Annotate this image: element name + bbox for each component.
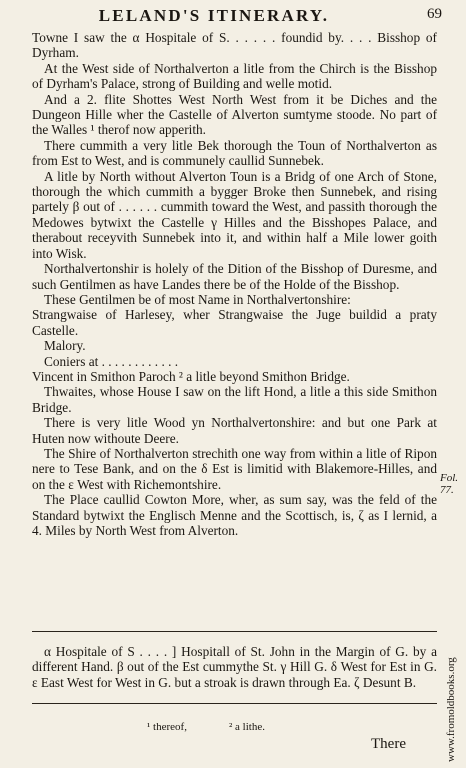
main-text (32, 30, 437, 538)
catchword: There (371, 736, 406, 752)
footnote-1: ¹ thereof, (147, 721, 187, 733)
paragraph: Northalvertonshir is holely of the Dition of the Bisshop of Duresme, and such Gentilmen as have Landes there be of the Holde of the Bisshop. (32, 261, 437, 292)
paragraph: Malory. (44, 338, 86, 354)
paragraph: Coniers at . . . . . . . . . . . . (44, 353, 179, 369)
paragraph: The Shire of Northalverton strechith one way from within a litle of Ripon nere to Tese Bank, and on the δ Est is limitid with Blakemore-Hilles, and on the ε West with Richemontshire. (32, 445, 437, 492)
page-number: 69 (427, 6, 442, 22)
paragraph: Strangwaise of Harlesey, wher Strangwaise the Juge buildid a praty Castelle. (32, 307, 437, 338)
watermark-graphic (444, 598, 458, 764)
paragraph: These Gentilmen be of most Name in Northalvertonshire: (44, 291, 351, 307)
paragraph: Thwaites, whose House I saw on the lift Hond, a litle a this side Smithon Bridge. (32, 384, 437, 415)
notes-rule-top (32, 631, 437, 632)
paragraph: There cummith a very litle Bek thorough the Toun of Northalverton as from Est to West, and is communely caullid Sunnebek. (32, 137, 437, 169)
paragraph: There is very litle Wood yn Northalvertonshire: and but one Park at Huten now withoute Deere. (32, 415, 437, 446)
paragraph: And a 2. flite Shottes West North West from it be Diches and the Dungeon Hille wher the Castelle of Alverton sumtyme stoode. No part of the Walles ¹ therof now apperith. (32, 91, 437, 138)
notes-rule-bottom (32, 703, 437, 704)
running-title: LELAND'S ITINERARY. (98, 6, 330, 25)
footnote-paragraph: α Hospitale of S . . . . ] Hospitall of St. John in the Margin of G. by a different Hand. β out of the Est cummythe St. γ Hill G. δ West for Est in G. ε East West for West in G. but a stroak is drawn through Ea. ζ Desunt B. (32, 644, 437, 690)
footnotes (32, 644, 437, 690)
paragraph: Towne I saw the α Hospitale of S. . . . . . foundid by. . . . Bisshop of Dyrham. (32, 30, 437, 61)
paragraph: Vincent in Smithon Paroch ² a litle beyond Smithon Bridge. (32, 368, 350, 384)
paragraph: The Place caullid Cowton More, wher, as sum say, was the feld of the Standard bytwixt the Englisch Menne and the Scottisch, is, ζ as I lernid, a 4. Miles by North West from Alverton. (32, 492, 437, 538)
watermark-text: www.fromoldbooks.org (445, 657, 457, 762)
paragraph: A litle by North without Alverton Toun is a Bridg of one Arch of Stone, thorough the which cummith a bygger Broke then Sunnebek, and rising partely β out of . . . . . . cummith toward the West, and passith thorough the Medowes bytwixt the Castelle γ Hilles and the Bisshopes Palace, and therabout receyvith Sunnebek into it, and within half a Mile lower goith into Wisk. (32, 168, 437, 261)
margin-folio-note: Fol. 77. (440, 472, 459, 496)
watermark (444, 598, 458, 764)
page-header (0, 6, 466, 28)
footnote-2: ² a lithe. (229, 721, 265, 733)
paragraph: At the West side of Northalverton a litle from the Chirch is the Bisshop of Dyrham's Palace, strong of Building and welle motid. (32, 60, 437, 92)
footnote-line (32, 721, 437, 735)
